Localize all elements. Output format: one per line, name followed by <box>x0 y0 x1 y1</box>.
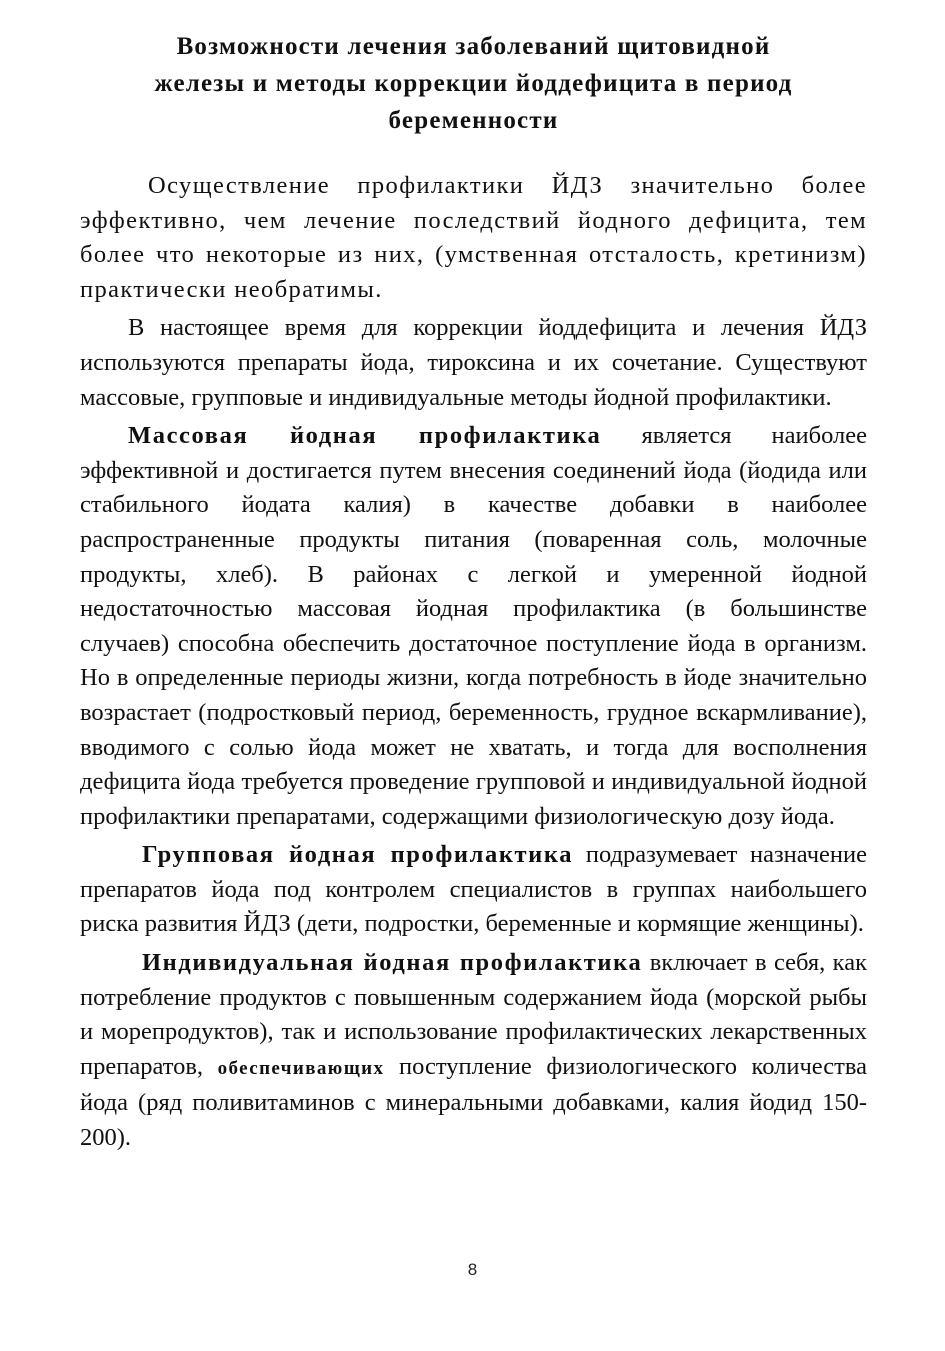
paragraph-lead-term: Массовая йодная профилактика <box>128 422 602 450</box>
paragraph-individual-prophylaxis <box>80 946 867 1156</box>
document-title <box>80 28 867 139</box>
title-line: железы и методы коррекции йоддефицита в период <box>154 70 793 97</box>
paragraph-methods <box>80 311 867 415</box>
paragraph-text: включает в себя, как потребление продуктов с повышенным содержанием йода (морской рыбы и морепродуктов), так и использование профилактических лекарственных препаратов, <box>80 949 867 1080</box>
paragraph-text: В настоящее время для коррекции йоддефицита и лечения ЙДЗ используются препараты йода, тироксина и их сочетание. Существуют массовые, групповые и индивидуальные методы йодной профилактики. <box>80 314 867 411</box>
paragraph-text: Осуществление профилактики ЙДЗ значительно более эффективно, чем лечение последствий йодного дефицита, тем более что некоторые из них, (умственная отсталость, кретинизм) практически необратимы. <box>80 172 867 303</box>
paragraph-text: поступление физиологического количества йода (ряд поливитаминов с минеральными добавками, калия йодид 150-200). <box>80 1052 867 1152</box>
page-number: 8 <box>467 1260 478 1279</box>
paragraph-lead-term: Индивидуальная йодная профилактика <box>142 949 643 977</box>
title-line: беременности <box>388 107 559 134</box>
document-page <box>80 28 867 1160</box>
paragraph-text: является наиболее эффективной и достигается путем внесения соединений йода (йодида или стабильного йодата калия) в качестве добавки в наиболее распространенные продукты питания (поваренная соль, молочные продукты, хлеб). В районах с легкой и умеренной йодной недостаточностью массовая йодная профилактика (в большинстве случаев) способна обеспечить достаточное поступление йода в организм. Но в определенные периоды жизни, когда потребность в йоде значительно возрастает (подростковый период, беременность, грудное вскармливание), вводимого с солью йода может не хватать, и тогда для восполнения дефицита йода требуется проведение групповой и индивидуальной йодной профилактики препаратами, содержащими физиологическую дозу йода. <box>80 422 868 830</box>
paragraph-intro <box>80 169 867 307</box>
paragraph-mass-prophylaxis <box>80 419 867 834</box>
paragraph-text: подразумевает назначение препаратов йода под контролем специалистов в группах наибольшего риска развития ЙДЗ (дети, подростки, беременные и кормящие женщины). <box>80 841 867 938</box>
inline-bold-term: обеспечивающих <box>217 1057 385 1079</box>
paragraph-group-prophylaxis <box>80 838 867 942</box>
title-line: Возможности лечения заболеваний щитовидной <box>176 33 771 60</box>
paragraph-lead-term: Групповая йодная профилактика <box>142 841 574 869</box>
